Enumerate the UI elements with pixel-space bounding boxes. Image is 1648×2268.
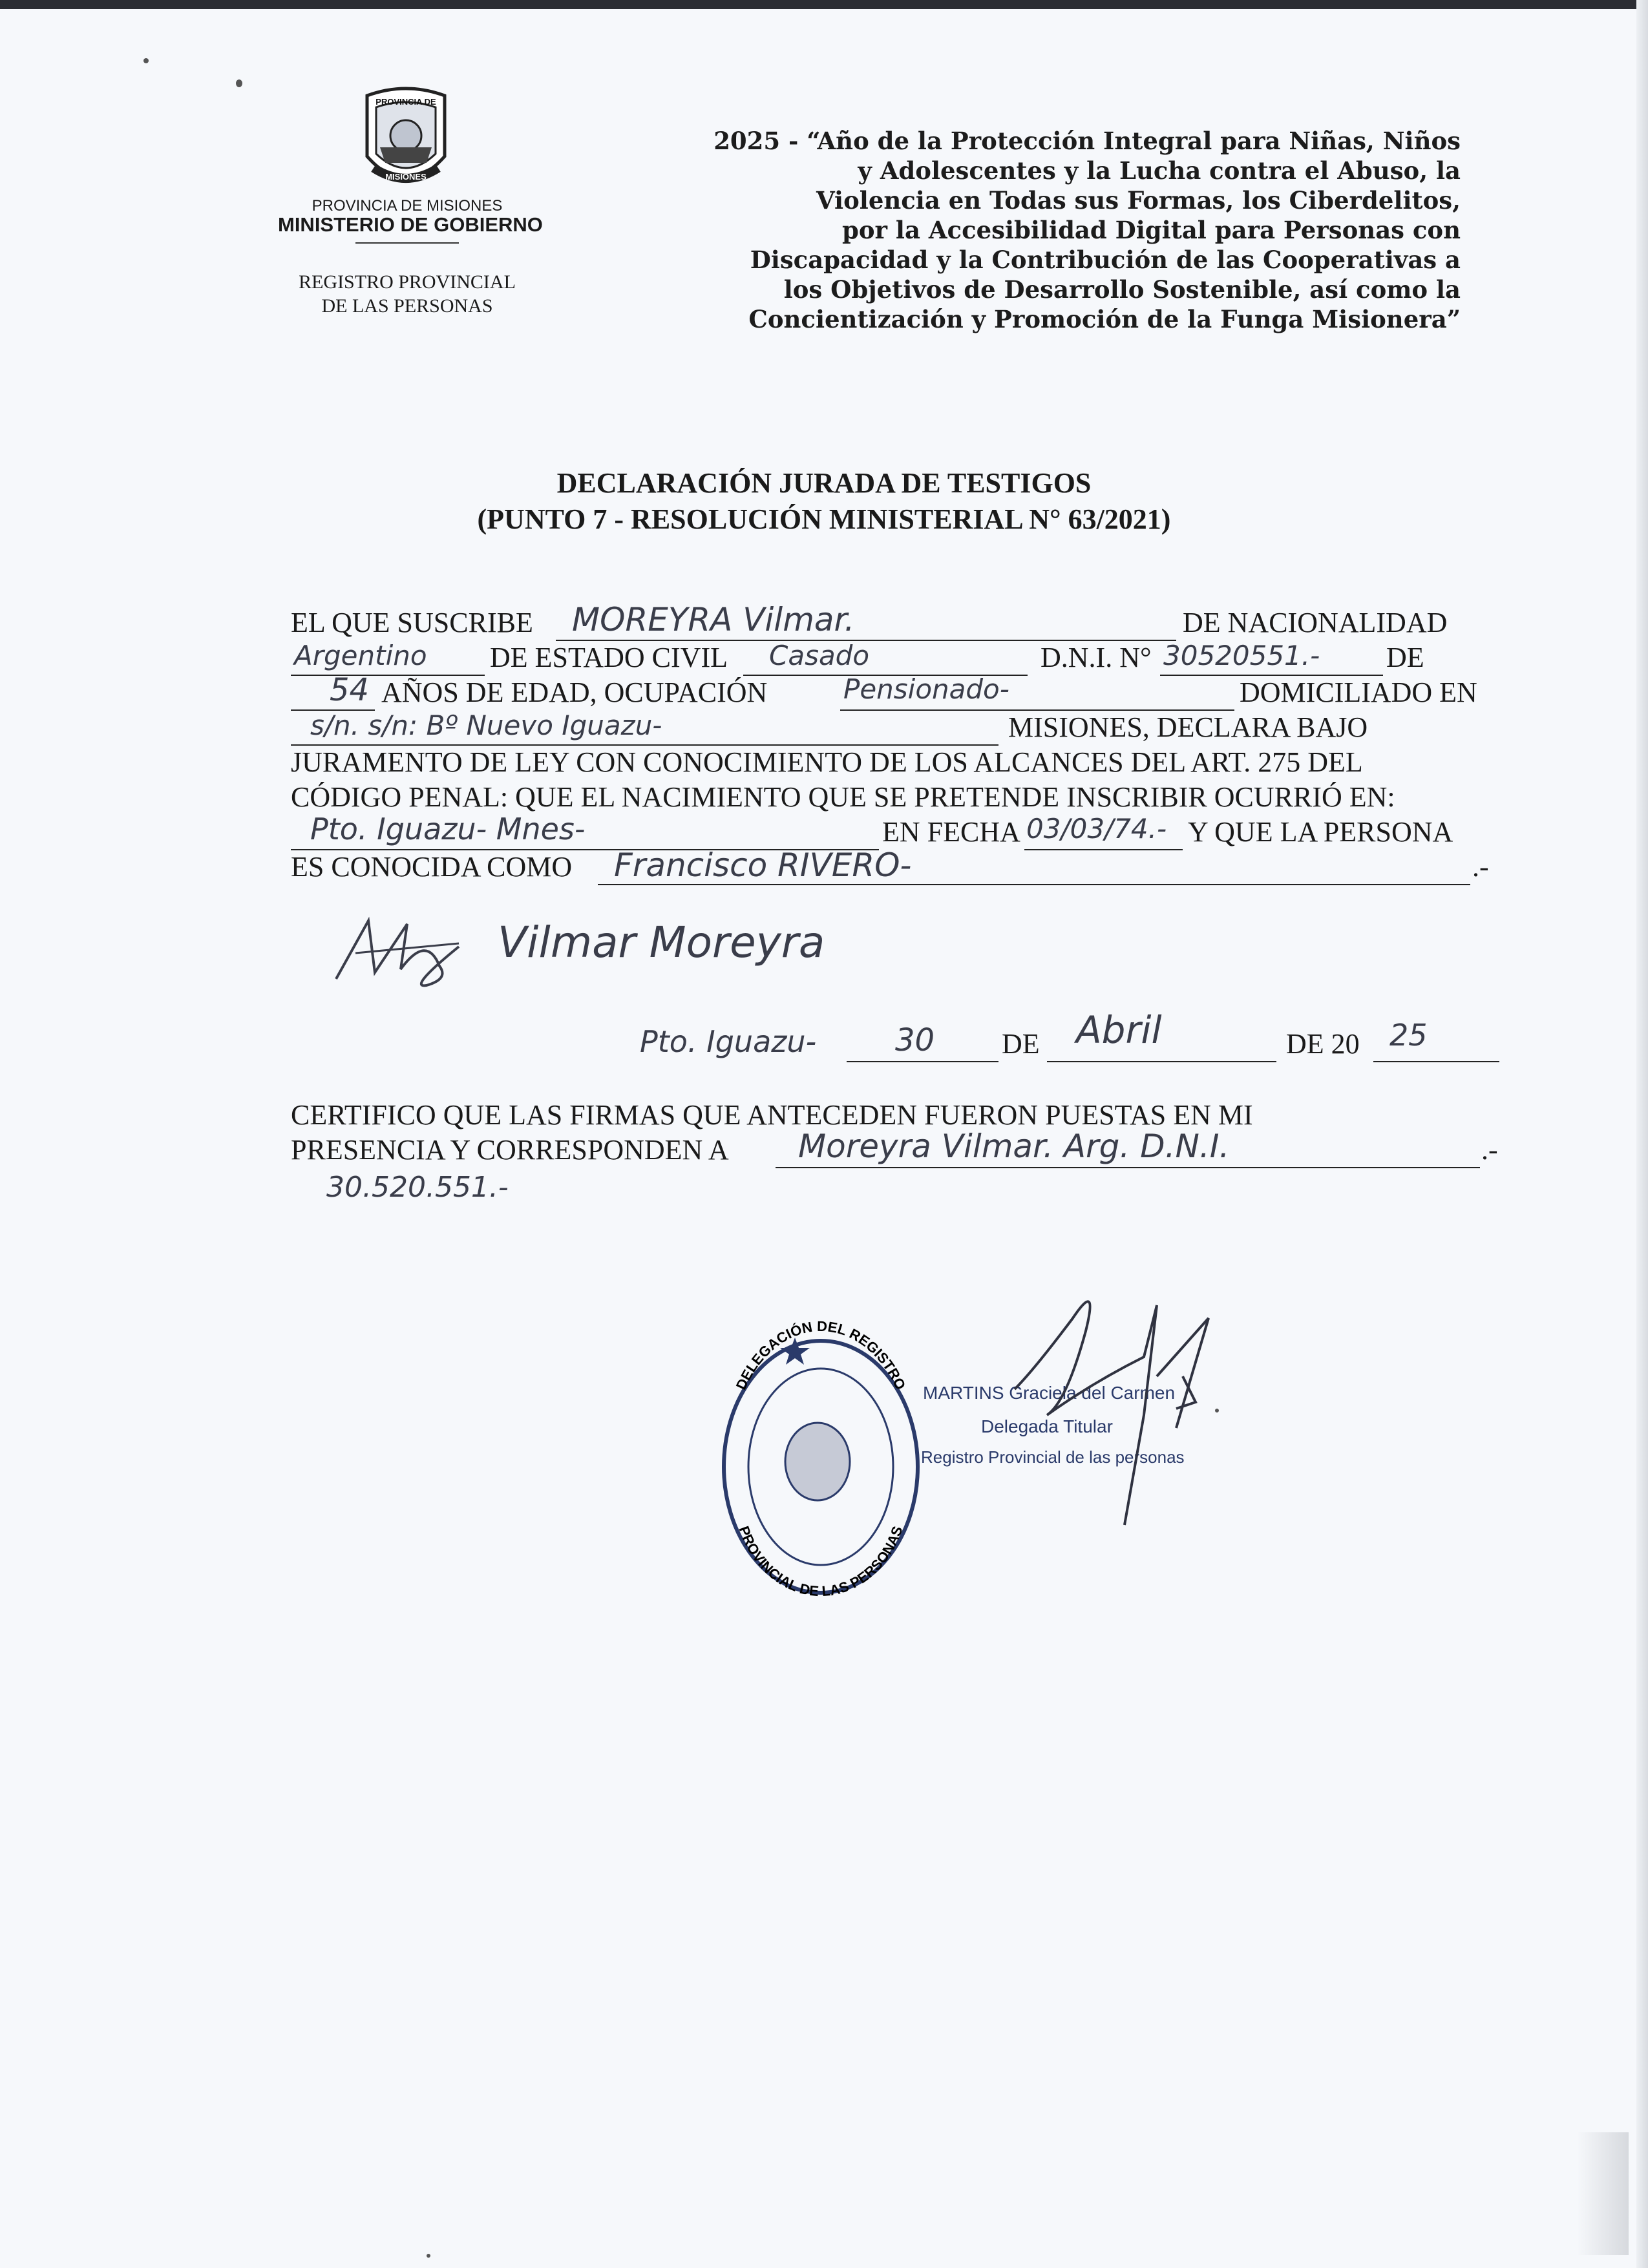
civil-status-field-value: Casado bbox=[769, 640, 870, 671]
age-field-value: 54 bbox=[330, 672, 370, 708]
day-value: 30 bbox=[895, 1022, 935, 1058]
header-divider bbox=[355, 242, 459, 244]
ministry-label: MINISTERIO DE GOBIERNO bbox=[278, 213, 543, 236]
form-text: JURAMENTO DE LEY CON CONOCIMIENTO DE LOS ALCANCES DEL ART. 275 DEL bbox=[291, 746, 1363, 778]
motto-line: Violencia en Todas sus Formas, los Ciberdelitos, bbox=[816, 186, 1461, 215]
form-label: DE 20 bbox=[1286, 1028, 1360, 1060]
svg-text:PROVINCIA DE: PROVINCIA DE bbox=[375, 97, 436, 107]
form-label: DE ESTADO CIVIL bbox=[490, 642, 728, 673]
registry-label-line1: REGISTRO PROVINCIAL bbox=[299, 271, 516, 293]
form-label: DE NACIONALIDAD bbox=[1183, 607, 1448, 638]
declarant-signature: Vilmar Moreyra bbox=[498, 918, 825, 967]
form-label: DE bbox=[1002, 1028, 1040, 1060]
scan-speck bbox=[143, 58, 149, 63]
official-name: MARTINS Graciela del Carmen bbox=[923, 1383, 1176, 1403]
form-label: ES CONOCIDA COMO bbox=[291, 851, 573, 883]
form-label: D.N.I. N° bbox=[1041, 642, 1152, 673]
certification-text: CERTIFICO QUE LAS FIRMAS QUE ANTECEDEN FUERON PUESTAS EN MI bbox=[291, 1099, 1253, 1131]
form-label: Y QUE LA PERSONA bbox=[1188, 816, 1453, 848]
certified-name-field-line bbox=[776, 1167, 1480, 1168]
address-field-value: s/n. s/n: Bº Nuevo Iguazu- bbox=[310, 709, 662, 741]
provincial-coat-of-arms-icon bbox=[354, 85, 458, 194]
year-value: 25 bbox=[1389, 1018, 1428, 1053]
birth-date-field-value: 03/03/74.- bbox=[1026, 813, 1167, 845]
motto-line: por la Accesibilidad Digital para Personas con bbox=[842, 216, 1461, 244]
motto-line: 2025 - “Año de la Protección Integral para Niñas, Niños bbox=[713, 127, 1461, 155]
name-field-value: MOREYRA Vilmar. bbox=[572, 601, 855, 638]
form-label: DE bbox=[1386, 642, 1424, 673]
form-label: EL QUE SUSCRIBE bbox=[291, 607, 533, 638]
document-title: DECLARACIÓN JURADA DE TESTIGOS bbox=[556, 467, 1092, 499]
province-label: PROVINCIA DE MISIONES bbox=[312, 197, 503, 215]
official-role: Delegada Titular bbox=[981, 1416, 1113, 1436]
month-value: Abril bbox=[1076, 1008, 1162, 1052]
form-label: EN FECHA bbox=[882, 816, 1020, 848]
year-field-line bbox=[1373, 1061, 1499, 1062]
known-as-field-line bbox=[598, 884, 1470, 885]
svg-text:DELEGACIÓN DEL REGISTRO: DELEGACIÓN DEL REGISTRO bbox=[732, 1318, 909, 1392]
dni-field-value: 30520551.- bbox=[1163, 640, 1320, 671]
motto-line: Concientización y Promoción de la Funga Misionera” bbox=[748, 305, 1461, 333]
form-text: CÓDIGO PENAL: QUE EL NACIMIENTO QUE SE PRETENDE INSCRIBIR OCURRIÓ EN: bbox=[291, 781, 1395, 813]
occupation-field-value: Pensionado- bbox=[843, 673, 1009, 705]
place-value: Pto. Iguazu- bbox=[640, 1024, 817, 1059]
certified-name-value: Moreyra Vilmar. Arg. D.N.I. bbox=[798, 1128, 1230, 1165]
year-motto bbox=[704, 126, 1461, 334]
nationality-field-value: Argentino bbox=[294, 640, 427, 671]
birthplace-field-value: Pto. Iguazu- Mnes- bbox=[310, 812, 586, 846]
day-field-line bbox=[847, 1061, 998, 1062]
registry-label-line2: DE LAS PERSONAS bbox=[321, 295, 493, 317]
month-field-line bbox=[1047, 1061, 1276, 1062]
declarant-signature-scribble bbox=[330, 908, 478, 992]
form-label: MISIONES, DECLARA BAJO bbox=[1008, 711, 1368, 743]
motto-line: Discapacidad y la Contribución de las Cooperativas a bbox=[750, 246, 1461, 274]
official-round-stamp bbox=[708, 1318, 940, 1609]
scan-border-right bbox=[1636, 0, 1648, 2268]
svg-text:MISIONES: MISIONES bbox=[385, 172, 427, 182]
scan-speck bbox=[427, 2254, 430, 2258]
official-signature-scribble bbox=[995, 1279, 1228, 1538]
form-label: AÑOS DE EDAD, OCUPACIÓN bbox=[381, 677, 768, 708]
scan-speck bbox=[1215, 1409, 1219, 1412]
certified-dni-value: 30.520.551.- bbox=[326, 1171, 509, 1204]
motto-line: los Objetivos de Desarrollo Sostenible, así como la bbox=[783, 275, 1461, 304]
form-label: .- bbox=[1481, 1134, 1498, 1166]
scan-speck bbox=[236, 79, 242, 87]
form-label: .- bbox=[1472, 851, 1489, 883]
birth-date-field-line bbox=[1024, 849, 1183, 850]
document-subtitle: (PUNTO 7 - RESOLUCIÓN MINISTERIAL N° 63/2021) bbox=[477, 503, 1171, 535]
scan-border-top bbox=[0, 0, 1648, 9]
known-as-field-value: Francisco RIVERO- bbox=[614, 846, 912, 884]
form-label: PRESENCIA Y CORRESPONDEN A bbox=[291, 1134, 729, 1166]
form-label: DOMICILIADO EN bbox=[1240, 677, 1477, 708]
svg-text:PROVINCIAL DE LAS PERSONAS: PROVINCIAL DE LAS PERSONAS bbox=[735, 1524, 906, 1600]
scan-edge-shadow bbox=[1577, 2132, 1629, 2255]
official-office: Registro Provincial de las personas bbox=[921, 1447, 1185, 1467]
motto-line: y Adolescentes y la Lucha contra el Abuso, la bbox=[858, 156, 1461, 185]
